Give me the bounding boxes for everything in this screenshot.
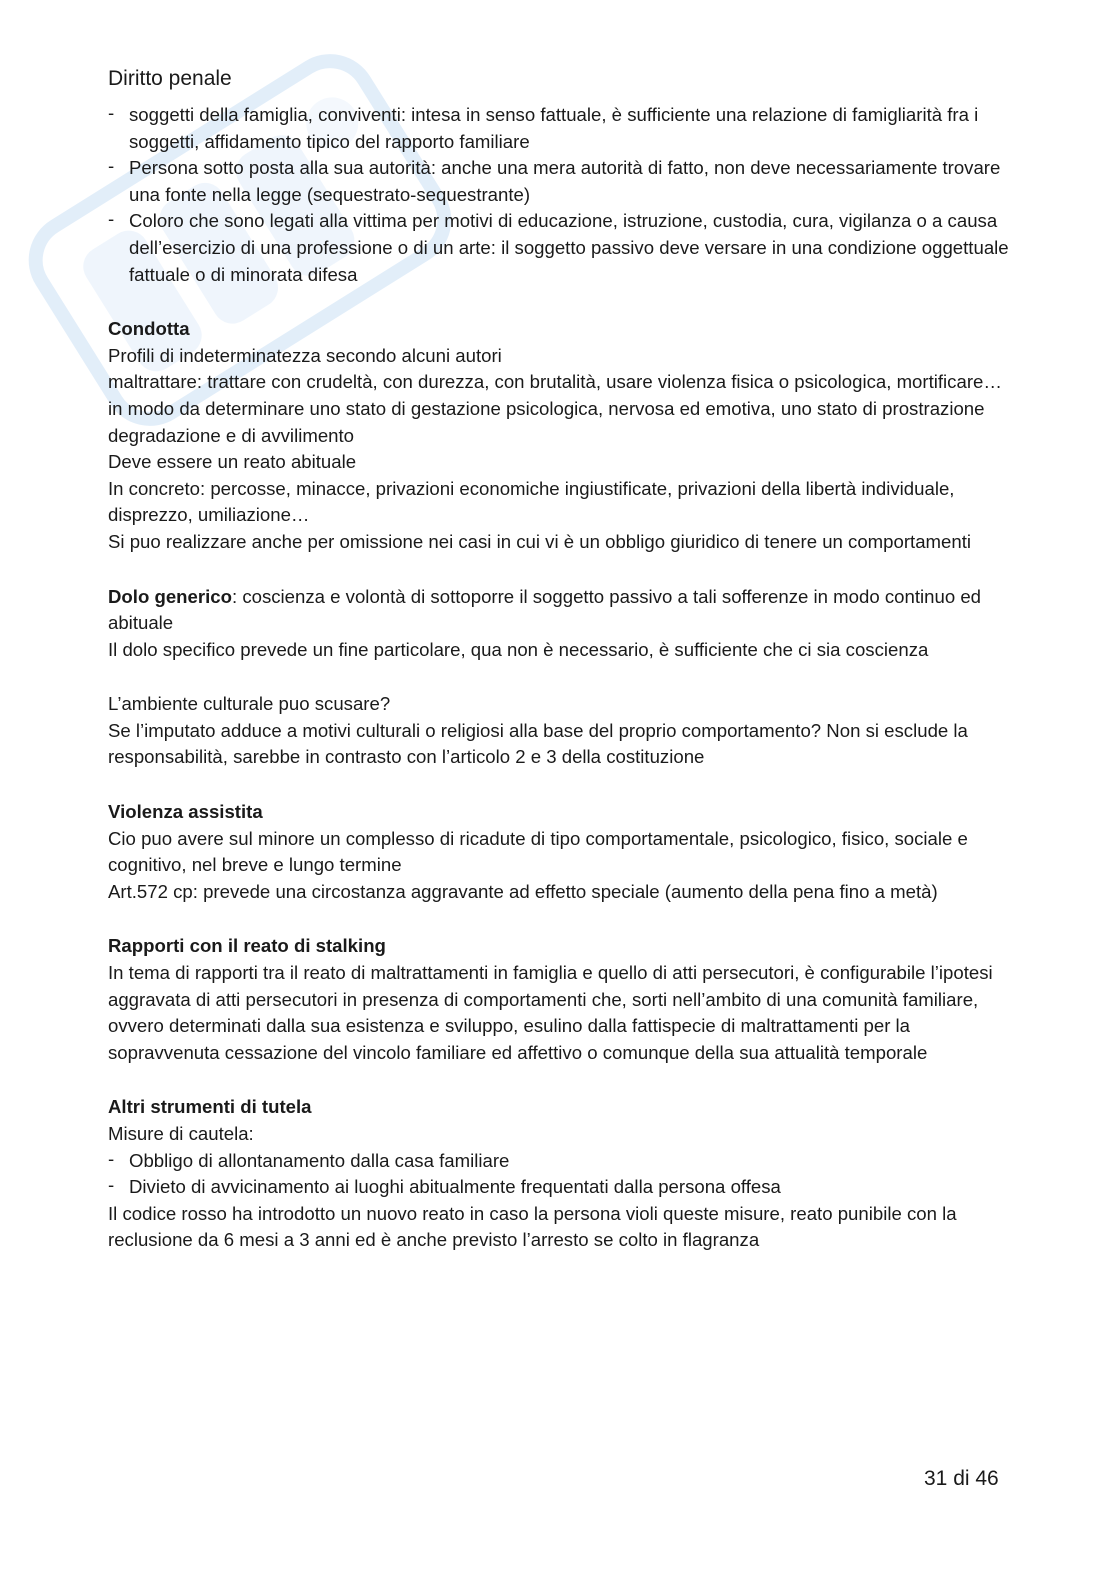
paragraph: Deve essere un reato abituale xyxy=(108,451,357,473)
paragraph: Misure di cautela: xyxy=(108,1123,254,1144)
paragraph: Il dolo specifico prevede un fine particolare, qua non è necessario, è sufficiente che ci sia coscienza xyxy=(108,638,929,660)
page-number: 31 di 46 xyxy=(924,1467,999,1490)
list-item: - Coloro che sono legati alla vittima per motivi di educazione, istruzione, custodia, cura, vigilanza o a causa dell’esercizio di una professione o di un arte: il soggetto passivo deve versare in una condizione oggettuale fattuale o di minorata difesa xyxy=(108,208,1013,288)
paragraph: Se l’imputato adduce a motivi culturali o religiosi alla base del proprio comportamento? Non si esclude la responsabilità, sarebbe in contrasto con l’articolo 2 e 3 della costituzione xyxy=(108,719,968,768)
section-heading-stalking: Rapporti con il reato di stalking xyxy=(108,935,386,957)
section-heading-violenza-assistita: Violenza assistita xyxy=(108,801,263,823)
list-item: - Divieto di avvicinamento ai luoghi abitualmente frequentati dalla persona offesa xyxy=(108,1174,1013,1201)
paragraph: Si puo realizzare anche per omissione nei casi in cui vi è un obbligo giuridico di tenere un comportamenti xyxy=(108,530,972,552)
paragraph: Cio puo avere sul minore un complesso di ricadute di tipo comportamentale, psicologico, fisico, sociale e cognitivo, nel breve e lungo termine xyxy=(108,827,968,876)
paragraph: maltrattare: trattare con crudeltà, con durezza, con brutalità, usare violenza fisica o psicologica, mortificare… in modo da determinare uno stato di gestazione psicologica, nervosa ed emotiva, uno stato di prostrazione degradazione e di avvilimento xyxy=(108,371,1002,446)
section-heading-tutela: Altri strumenti di tutela xyxy=(108,1096,312,1118)
measures-list xyxy=(108,1148,1013,1201)
subjects-list xyxy=(108,102,1013,288)
dolo-generico-term: Dolo generico xyxy=(108,585,232,607)
list-item: - Persona sotto posta alla sua autorità: anche una mera autorità di fatto, non deve necessariamente trovare una fonte nella legge (sequestrato-sequestrante) xyxy=(108,155,1013,208)
paragraph: In concreto: percosse, minacce, privazioni economiche ingiustificate, privazioni della libertà individuale, disprezzo, umiliazione… xyxy=(108,477,955,526)
paragraph: Il codice rosso ha introdotto un nuovo reato in caso la persona violi queste misure, reato punibile con la reclusione da 6 mesi a 3 anni ed è anche previsto l’arresto se colto in flagranza xyxy=(108,1202,957,1251)
list-item: - Obbligo di allontanamento dalla casa familiare xyxy=(108,1148,1013,1175)
paragraph: Art.572 cp: prevede una circostanza aggravante ad effetto speciale (aumento della pena fino a metà) xyxy=(108,880,938,902)
list-item: - soggetti della famiglia, conviventi: intesa in senso fattuale, è sufficiente una relazione di famigliarità fra i soggetti, affidamento tipico del rapporto familiare xyxy=(108,102,1013,155)
paragraph-dolo xyxy=(108,584,1013,637)
paragraph: L’ambiente culturale puo scusare? xyxy=(108,693,391,715)
document-body xyxy=(108,102,1013,1254)
section-heading-condotta: Condotta xyxy=(108,318,190,340)
page-header-title: Diritto penale xyxy=(108,67,232,90)
paragraph: In tema di rapporti tra il reato di maltrattamenti in famiglia e quello di atti persecutori, è configurabile l’ipotesi aggravata di atti persecutori in presenza di comportamenti che, sorti nell’ambito di una comunità familiare, ovvero determinati dalla sua esistenza e sviluppo, esulino dalla fattispecie di maltrattamenti per la sopravvenuta cessazione del vincolo familiare ed affettivo o comunque della sua attualità temporale xyxy=(108,962,993,1063)
paragraph: Profili di indeterminatezza secondo alcuni autori xyxy=(108,344,502,366)
dolo-generico-definition: : coscienza e volontà di sottoporre il soggetto passivo a tali sofferenze in modo continuo ed abituale xyxy=(108,585,982,634)
